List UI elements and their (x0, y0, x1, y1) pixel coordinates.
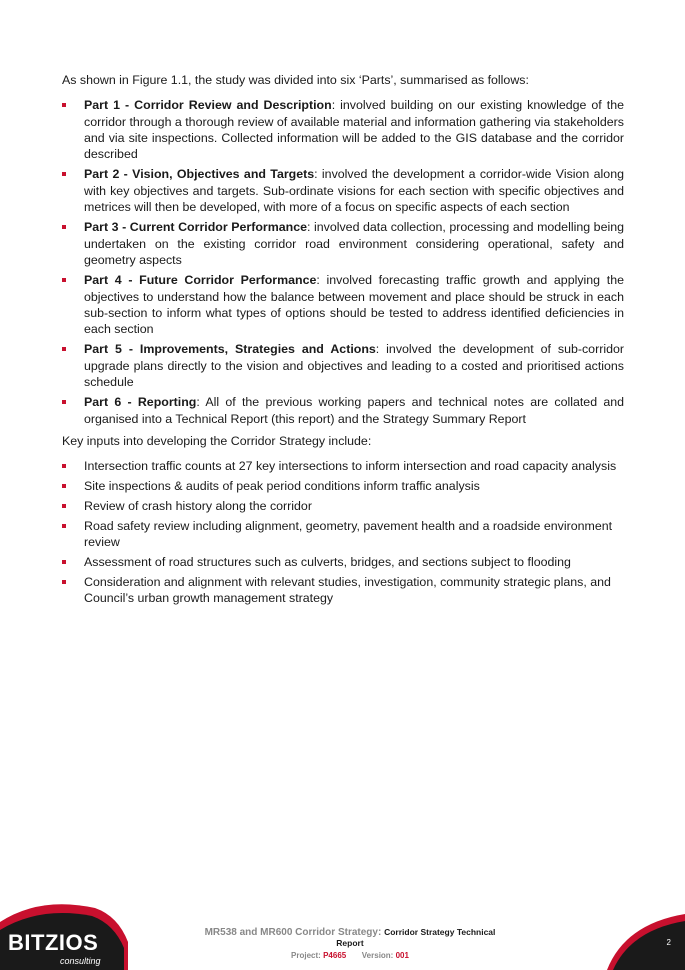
page-number: 2 (666, 938, 671, 947)
part-title: Part 5 - Improvements, Strategies and Actions (84, 342, 376, 357)
input-text: Assessment of road structures such as culverts, bridges, and sections subject to flooding (84, 554, 571, 569)
part-title: Part 4 - Future Corridor Performance (84, 273, 317, 288)
version-value: 001 (395, 951, 409, 960)
list-item (62, 166, 624, 215)
list-item (62, 341, 624, 390)
project-value: P4665 (323, 951, 347, 960)
input-text: Road safety review including alignment, geometry, pavement health and a roadside environment review (84, 518, 613, 549)
bullet-icon (62, 484, 66, 488)
part-text: : involved the development of sub-corridor upgrade plans directly to the vision and objectives and leading to a costed and prioritised actions schedule (84, 342, 624, 390)
version-label: Version: (361, 951, 394, 960)
list-item (62, 394, 624, 427)
list-item (62, 97, 624, 162)
list-item (62, 498, 624, 514)
inputs-intro: Key inputs into developing the Corridor Strategy include: (62, 433, 372, 448)
input-text: Site inspections & audits of peak period conditions inform traffic analysis (84, 479, 480, 494)
bullet-icon (62, 560, 66, 564)
inputs-list (62, 458, 624, 606)
footer-project-line (190, 951, 510, 960)
doc-title: MR538 and MR600 Corridor Strategy: (204, 927, 382, 938)
bullet-icon (62, 580, 66, 584)
list-item (62, 219, 624, 268)
footer-title-line (190, 927, 510, 949)
bullet-icon (62, 504, 66, 508)
input-text: Consideration and alignment with relevant studies, investigation, community strategic plans, and Council’s urban growth management strategy (84, 574, 611, 605)
page-corner-shape (607, 914, 685, 970)
part-title: Part 6 - Reporting (84, 395, 197, 410)
part-title: Part 1 - Corridor Review and Description (84, 98, 332, 113)
logo: BITZIOS (8, 930, 99, 955)
parts-list (62, 97, 624, 427)
list-item (62, 272, 624, 337)
bullet-icon (62, 524, 66, 528)
bullet-icon (62, 225, 66, 229)
part-text: : involved building on our existing knowledge of the corridor through a thorough review of available material and information gathering via stakeholders and via site inspections. Collected information will be added to the GIS database and the corridor described (84, 98, 624, 162)
bullet-icon (62, 103, 66, 107)
part-text: : All of the previous working papers and technical notes are collated and organised into a Technical Report (this report) and the Strategy Summary Report (84, 395, 625, 426)
part-title: Part 3 - Current Corridor Performance (84, 220, 307, 235)
list-item (62, 554, 624, 570)
part-text: : involved forecasting traffic growth and applying the objectives to understand how the balance between movement and place should be struck in each sub-section to inform what types of options should be tested to address identified deficiencies in each section (84, 273, 624, 337)
list-item (62, 518, 624, 551)
project-label: Project: (291, 951, 321, 960)
bullet-icon (62, 172, 66, 176)
logo-subtitle: consulting (60, 956, 101, 966)
bullet-icon (62, 278, 66, 282)
part-text: : involved the development a corridor-wide Vision along with key objectives and targets. Sub-ordinate visions for each section with specific objectives and metrices will then be developed, with more of a focus on specific aspects of each section (84, 167, 624, 215)
bullet-icon (62, 400, 66, 404)
input-text: Review of crash history along the corridor (84, 498, 312, 513)
intro-paragraph: As shown in Figure 1.1, the study was divided into six ‘Parts’, summarised as follows: (62, 73, 529, 87)
part-title: Part 2 - Vision, Objectives and Targets (84, 167, 315, 182)
bullet-icon (62, 347, 66, 351)
list-item (62, 458, 624, 474)
input-text: Intersection traffic counts at 27 key intersections to inform intersection and road capacity analysis (84, 459, 617, 474)
bullet-icon (62, 464, 66, 468)
footer-info (190, 927, 510, 960)
part-text: : involved data collection, processing and modelling being undertaken on the existing corridor road environment considering operational, safety and geometry aspects (84, 220, 624, 267)
list-item (62, 574, 624, 607)
main-content (62, 72, 624, 612)
list-item (62, 478, 624, 494)
doc-subtitle: Corridor Strategy Technical Report (336, 927, 496, 948)
